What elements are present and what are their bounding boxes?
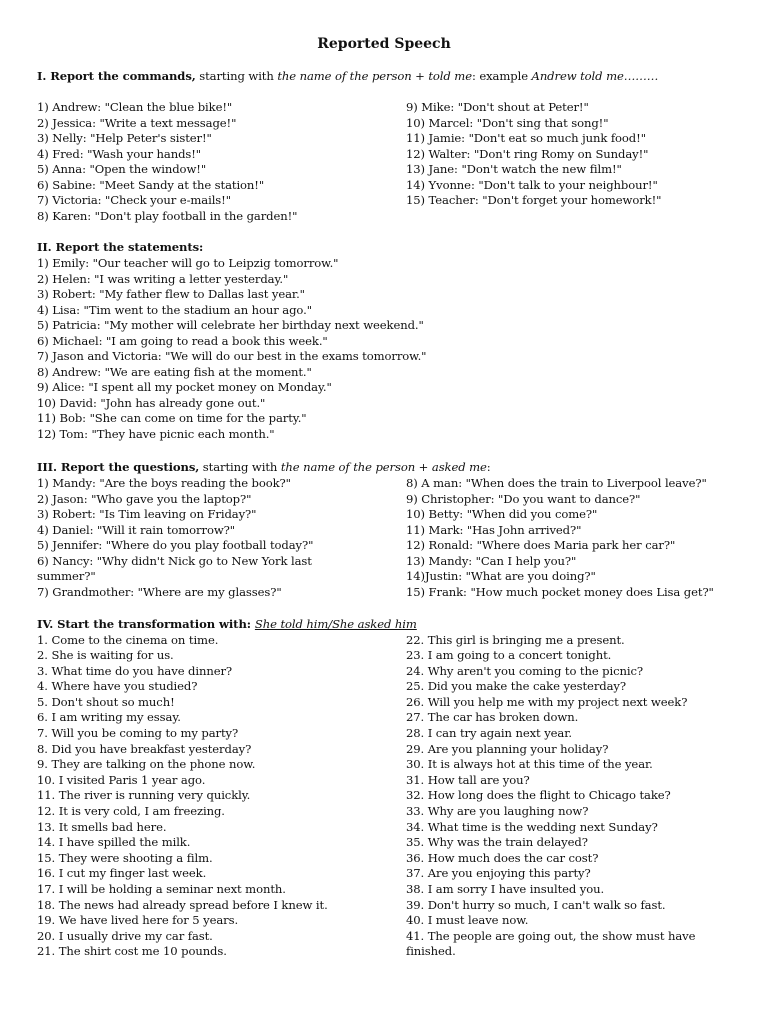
question-item: 7) Grandmother: "Where are my glasses?" — [37, 584, 282, 599]
command-item: 11) Jamie: "Don't eat so much junk food!" — [406, 131, 646, 145]
sentence-item: 8. Did you have breakfast yesterday? — [37, 741, 252, 756]
section1-heading-italic: the name of the person + told me — [277, 69, 472, 83]
sentence-item: 4. Where have you studied? — [37, 679, 198, 694]
command-item: 15) Teacher: "Don't forget your homework!" — [406, 193, 662, 207]
question-item-continued: summer?" — [37, 569, 96, 583]
section3-heading — [37, 460, 491, 476]
sentence-item: 6. I am writing my essay. — [37, 710, 181, 725]
question-item: 10) Betty: "When did you come?" — [406, 507, 598, 521]
sentence-item: 35. Why was the train delayed? — [406, 835, 588, 850]
command-item: 4) Fred: "Wash your hands!" — [37, 146, 202, 161]
sentence-item: 38. I am sorry I have insulted you. — [406, 882, 605, 896]
sentence-item: 32. How long does the flight to Chicago take? — [406, 788, 671, 803]
section3-heading-label: III. Report the questions, — [37, 460, 200, 474]
question-item: 8) A man: "When does the train to Liverpool leave?" — [406, 476, 707, 490]
sentence-item: 40. I must leave now. — [406, 913, 529, 928]
statement-item: 6) Michael: "I am going to read a book this week." — [37, 333, 328, 348]
page-title: Reported Speech — [317, 36, 451, 52]
section4-heading-colon: : — [246, 617, 255, 631]
sentence-item: 24. Why aren't you coming to the picnic? — [406, 663, 643, 678]
sentence-item: 9. They are talking on the phone now. — [37, 757, 256, 772]
sentence-item: 33. Why are you laughing now? — [406, 804, 589, 818]
question-item: 6) Nancy: "Why didn't Nick go to New York last — [37, 553, 312, 568]
section3-heading-italic: the name of the person + asked me — [280, 460, 487, 474]
sentence-item: 11. The river is running very quickly. — [37, 788, 251, 803]
sentence-item: 31. How tall are you? — [406, 772, 530, 787]
question-item: 5) Jennifer: "Where do you play football today?" — [37, 538, 314, 552]
statement-item: 2) Helen: "I was writing a letter yesterday." — [37, 271, 289, 286]
sentence-item: 27. The car has broken down. — [406, 710, 579, 725]
section4-heading-label: IV. Start the transformation with — [37, 617, 247, 631]
sentence-item: 2. She is waiting for us. — [37, 648, 174, 662]
question-item: 15) Frank: "How much pocket money does Lisa get?" — [406, 584, 714, 599]
command-item: 5) Anna: "Open the window!" — [37, 162, 207, 176]
statement-item: 4) Lisa: "Tim went to the stadium an hour ago." — [37, 302, 312, 317]
section1-heading-example: Andrew told me……… — [531, 69, 659, 83]
section1-heading-mid: : example — [471, 69, 532, 83]
sentence-item: 36. How much does the car cost? — [406, 850, 599, 865]
question-item: 1) Mandy: "Are the boys reading the book?" — [37, 476, 291, 490]
sentence-item: 20. I usually drive my car fast. — [37, 928, 213, 943]
section1-heading — [37, 69, 658, 85]
sentence-item: 21. The shirt cost me 10 pounds. — [37, 944, 227, 959]
sentence-item: 29. Are you planning your holiday? — [406, 741, 609, 756]
sentence-item: 15. They were shooting a film. — [37, 850, 213, 865]
command-item: 9) Mike: "Don't shout at Peter!" — [406, 100, 589, 114]
section1-heading-label: I. Report the commands, — [37, 69, 196, 83]
sentence-item: 22. This girl is bringing me a present. — [406, 632, 625, 647]
sentence-item: 10. I visited Paris 1 year ago. — [37, 772, 206, 787]
statement-item: 5) Patricia: "My mother will celebrate her birthday next weekend." — [37, 318, 424, 332]
sentence-item: 12. It is very cold, I am freezing. — [37, 804, 225, 818]
command-item: 10) Marcel: "Don't sing that song!" — [406, 115, 609, 130]
sentence-item: 16. I cut my finger last week. — [37, 866, 207, 881]
question-item: 12) Ronald: "Where does Maria park her car?" — [406, 538, 676, 552]
sentence-item: 19. We have lived here for 5 years. — [37, 913, 239, 928]
question-item: 9) Christopher: "Do you want to dance?" — [406, 491, 641, 506]
question-item: 2) Jason: "Who gave you the laptop?" — [37, 491, 252, 506]
sentence-item: 39. Don't hurry so much, I can't walk so fast. — [406, 897, 666, 912]
question-item: 13) Mandy: "Can I help you?" — [406, 553, 577, 568]
section3-heading-text: starting with — [199, 460, 281, 474]
statement-item: 10) David: "John has already gone out." — [37, 395, 266, 410]
statement-item: 1) Emily: "Our teacher will go to Leipzig tomorrow." — [37, 256, 339, 270]
section3-heading-end: : — [486, 460, 491, 474]
question-item: 3) Robert: "Is Tim leaving on Friday?" — [37, 507, 257, 521]
sentence-item: 28. I can try again next year. — [406, 726, 572, 740]
sentence-item: 14. I have spilled the milk. — [37, 835, 191, 850]
sentence-item: 25. Did you make the cake yesterday? — [406, 679, 626, 694]
command-item: 8) Karen: "Don't play football in the garden!" — [37, 208, 298, 223]
section4-heading-example: She told him/She asked him — [254, 617, 417, 631]
section2-heading: II. Report the statements: — [37, 240, 204, 254]
statement-item: 9) Alice: "I spent all my pocket money on Monday." — [37, 380, 332, 394]
command-item: 12) Walter: "Don't ring Romy on Sunday!" — [406, 146, 649, 161]
sentence-item: 1. Come to the cinema on time. — [37, 632, 219, 647]
section1-heading-text: starting with — [195, 69, 278, 83]
sentence-item: 3. What time do you have dinner? — [37, 663, 233, 678]
sentence-item: 23. I am going to a concert tonight. — [406, 648, 612, 662]
command-item: 6) Sabine: "Meet Sandy at the station!" — [37, 177, 265, 192]
question-item: 14)Justin: "What are you doing?" — [406, 569, 596, 583]
sentence-item-continued: finished. — [406, 944, 456, 959]
question-item: 11) Mark: "Has John arrived?" — [406, 522, 582, 537]
sentence-item: 18. The news had already spread before I knew it. — [37, 897, 328, 912]
statement-item: 11) Bob: "She can come on time for the party." — [37, 411, 307, 425]
sentence-item: 13. It smells bad here. — [37, 819, 167, 834]
sentence-item: 30. It is always hot at this time of the year. — [406, 757, 653, 772]
command-item: 2) Jessica: "Write a text message!" — [37, 115, 237, 130]
statement-item: 12) Tom: "They have picnic each month." — [37, 426, 275, 441]
command-item: 1) Andrew: "Clean the blue bike!" — [37, 100, 233, 114]
sentence-item: 34. What time is the wedding next Sunday? — [406, 819, 658, 834]
sentence-item: 37. Are you enjoying this party? — [406, 866, 591, 881]
sentence-item: 7. Will you be coming to my party? — [37, 726, 239, 740]
statement-item: 7) Jason and Victoria: "We will do our best in the exams tomorrow." — [37, 349, 427, 363]
command-item: 7) Victoria: "Check your e-mails!" — [37, 193, 231, 207]
command-item: 14) Yvonne: "Don't talk to your neighbour!" — [406, 177, 658, 192]
statement-item: 3) Robert: "My father flew to Dallas last year." — [37, 287, 305, 301]
statement-item: 8) Andrew: "We are eating fish at the moment." — [37, 364, 312, 379]
sentence-item: 26. Will you help me with my project next week? — [406, 694, 688, 709]
question-item: 4) Daniel: "Will it rain tomorrow?" — [37, 522, 235, 537]
command-item: 13) Jane: "Don't watch the new film!" — [406, 162, 622, 176]
sentence-item: 17. I will be holding a seminar next month. — [37, 882, 286, 896]
command-item: 3) Nelly: "Help Peter's sister!" — [37, 131, 212, 145]
sentence-item: 41. The people are going out, the show must have — [406, 928, 696, 943]
section4-heading — [37, 617, 417, 633]
sentence-item: 5. Don't shout so much! — [37, 694, 175, 709]
